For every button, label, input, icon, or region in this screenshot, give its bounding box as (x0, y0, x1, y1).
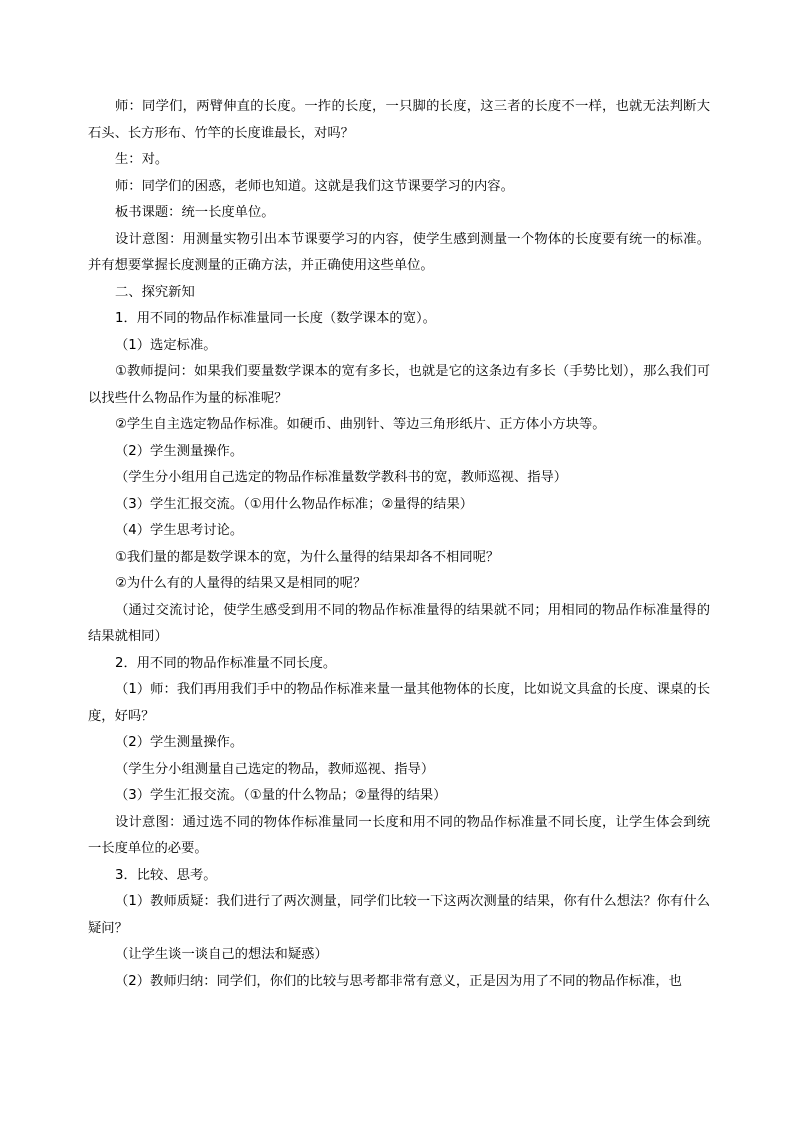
step-report-exchange: （3）学生汇报交流。（①用什么物品作标准；②量得的结果） (115, 496, 474, 512)
paragraph-teacher-question: 师：同学们，两臂伸直的长度。一拃的长度，一只脚的长度，这三者的长度不一样，也就无法判断大石头、长方形布、竹竿的长度谁最长，对吗？ (88, 99, 710, 141)
paragraph-students-share: （让学生谈一谈自己的想法和疑惑） (115, 947, 328, 962)
question-same-results: ②为什么有的人量得的结果又是相同的呢？ (115, 576, 367, 591)
step-select-standard: （1）选定标准。 (115, 337, 217, 353)
paragraph-teacher-ask: ①教师提问：如果我们要量数学课本的宽有多长，也就是它的这条边有多长（手势比划），那么我们可以找些什么物品作为量的标准呢？ (88, 364, 710, 406)
paragraph-student-choose: ②学生自主选定物品作标准。如硬币、曲别针、等边三角形纸片、正方体小方块等。 (115, 417, 606, 432)
paragraph-board-title: 板书课题：统一长度单位。 (115, 205, 275, 220)
paragraph-design-intent-2: 设计意图：通过选不同的物体作标准量同一长度和用不同的物品作标准量不同长度，让学生体会到统一长度单位的必要。 (88, 814, 710, 856)
document-body (88, 94, 710, 995)
step-think-discuss: （4）学生思考讨论。 (115, 523, 244, 538)
paragraph-group-measure: （学生分小组用自己选定的物品作标准量数学教科书的宽，教师巡视、指导） (115, 470, 568, 485)
paragraph-teacher-query: （1）教师质疑：我们进行了两次测量，同学们比较一下这两次测量的结果，你有什么想法？你有什么疑问？ (88, 894, 710, 936)
step-measure-operation-2: （2）学生测量操作。 (115, 735, 244, 750)
step-report-exchange-2: （3）学生汇报交流。（①量的什么物品；②量得的结果） (115, 788, 447, 803)
paragraph-teacher-conclude: （2）教师归纳：同学们，你们的比较与思考都非常有意义，正是因为用了不同的物品作标准，也 (115, 973, 682, 989)
section-heading-explore: 二、探究新知 (115, 284, 195, 300)
paragraph-discussion-summary: （通过交流讨论，使学生感受到用不同的物品作标准量得的结果就不同；用相同的物品作标准量得的结果就相同） (88, 602, 710, 644)
question-different-results: ①我们量的都是数学课本的宽，为什么量得的结果却各不相同呢？ (115, 549, 500, 565)
subsection-heading-1: 1．用不同的物品作标准量同一长度（数学课本的宽）。 (115, 311, 436, 326)
paragraph-teacher-measure-others: （1）师：我们再用我们手中的物品作标准来量一量其他物体的长度，比如说文具盒的长度、课桌的长度，好吗？ (88, 682, 710, 724)
paragraph-group-measure-2: （学生分小组测量自己选定的物品，教师巡视、指导） (115, 761, 435, 777)
step-measure-operation: （2）学生测量操作。 (115, 443, 244, 459)
paragraph-teacher-remark: 师：同学们的困惑，老师也知道。这就是我们这节课要学习的内容。 (115, 178, 514, 194)
paragraph-student-answer: 生：对。 (115, 152, 169, 167)
subsection-heading-2: 2．用不同的物品作标准量不同长度。 (115, 655, 337, 671)
subsection-heading-3: 3．比较、思考。 (115, 867, 217, 883)
paragraph-design-intent-1: 设计意图：用测量实物引出本节课要学习的内容，使学生感到测量一个物体的长度要有统一的标准。并有想要掌握长度测量的正确方法，并正确使用这些单位。 (88, 231, 710, 273)
